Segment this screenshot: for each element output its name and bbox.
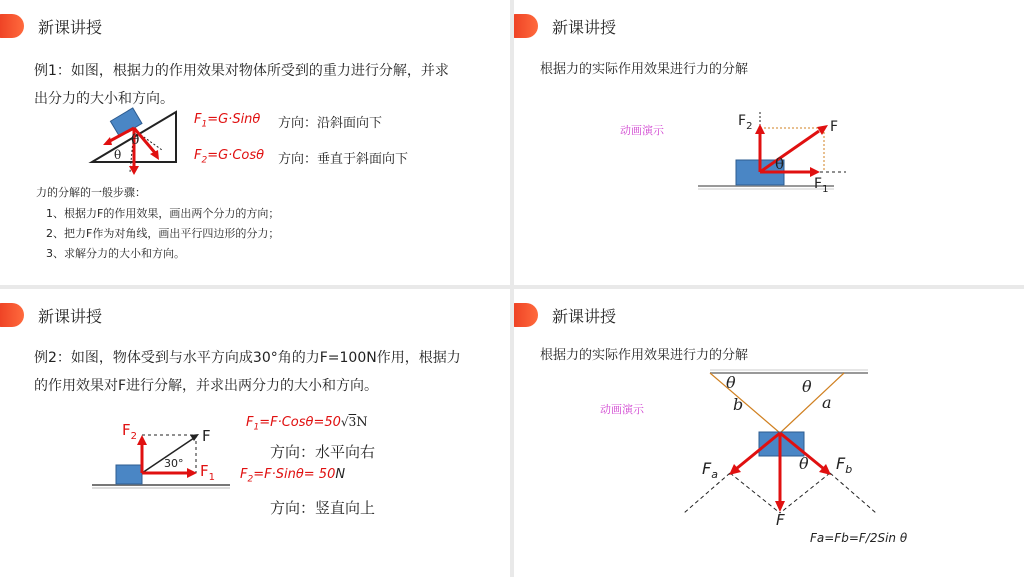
f1-formula: $F_1=G\cdot Sin\theta$ <box>194 112 261 130</box>
angle-label: 30° <box>164 457 184 470</box>
slide-decompose-ropes <box>514 289 1024 577</box>
fb-label: $F_b$ <box>836 454 853 477</box>
theta-right-label: θ <box>802 377 812 396</box>
f1-formula: $F_1=F\cdot Cos\theta=50√3N$ <box>246 415 368 433</box>
slide-title: 新课讲授 <box>552 18 617 37</box>
fa-label: $F_a$ <box>702 459 718 482</box>
animation-demo-link[interactable]: 动画演示 <box>620 124 664 137</box>
slide-title: 新课讲授 <box>38 18 103 37</box>
step-2: 2、把力F作为对角线，画出平行四边形的分力； <box>46 227 280 240</box>
steps-title: 力的分解的一般步骤： <box>36 186 146 199</box>
slide-example-1 <box>0 0 510 285</box>
f2-formula: $F_2=G\cdot Cos\theta$ <box>194 148 265 166</box>
inclined-force-diagram <box>0 289 510 577</box>
slide-example-2 <box>0 289 510 577</box>
f-label: F <box>202 427 211 445</box>
example-text-line2: 出分力的大小和方向。 <box>34 91 174 107</box>
f2-direction: 方向：垂直于斜面向下 <box>278 152 409 167</box>
theta-label-block: θ <box>131 132 140 148</box>
slide-decompose-horizontal <box>514 0 1024 285</box>
example-text-line1: 例2：如图，物体受到与水平方向成30°角的力F=100N作用，根据力 <box>34 350 461 366</box>
step-3: 3、求解分力的大小和方向。 <box>46 247 185 260</box>
animation-demo-link[interactable]: 动画演示 <box>600 403 644 416</box>
f2-label: $F_2$ <box>122 421 138 442</box>
theta-left-label: θ <box>726 373 736 392</box>
tension-formula: Fa=Fb=F/2Sin θ <box>810 531 908 545</box>
f2-formula: $F_2=F\cdot Sin\theta= 50N$ <box>240 467 346 485</box>
theta-mid-label: θ <box>799 454 809 473</box>
f-label: F <box>776 511 785 529</box>
f2-label: $F_2$ <box>738 113 753 132</box>
theta-label-slope: θ <box>114 148 122 162</box>
f1-label: $F_1$ <box>200 462 216 483</box>
f1-direction: 方向：水平向右 <box>270 443 376 461</box>
rope-b-label: b <box>733 395 744 414</box>
f-label: F <box>830 119 839 135</box>
example-text-line2: 的作用效果对F进行分解，并求出两分力的大小和方向。 <box>34 378 379 394</box>
f1-direction: 方向：沿斜面向下 <box>278 116 383 131</box>
suspended-block-diagram <box>514 289 1024 577</box>
step-1: 1、根据力F的作用效果，画出两个分力的方向； <box>46 207 280 220</box>
theta-label: θ <box>775 155 785 173</box>
slide-subtitle: 根据力的实际作用效果进行力的分解 <box>540 62 749 77</box>
rope-a-label: a <box>822 393 832 412</box>
force-decomposition-diagram <box>514 0 1024 285</box>
slide-title: 新课讲授 <box>552 307 617 326</box>
f1-label: $F_1$ <box>814 176 829 195</box>
example-text-line1: 例1：如图，根据力的作用效果对物体所受到的重力进行分解，并求 <box>34 63 449 79</box>
f2-direction: 方向：竖直向上 <box>270 499 376 517</box>
incline-diagram <box>0 0 510 285</box>
slide-title: 新课讲授 <box>38 307 103 326</box>
slide-subtitle: 根据力的实际作用效果进行力的分解 <box>540 348 749 363</box>
